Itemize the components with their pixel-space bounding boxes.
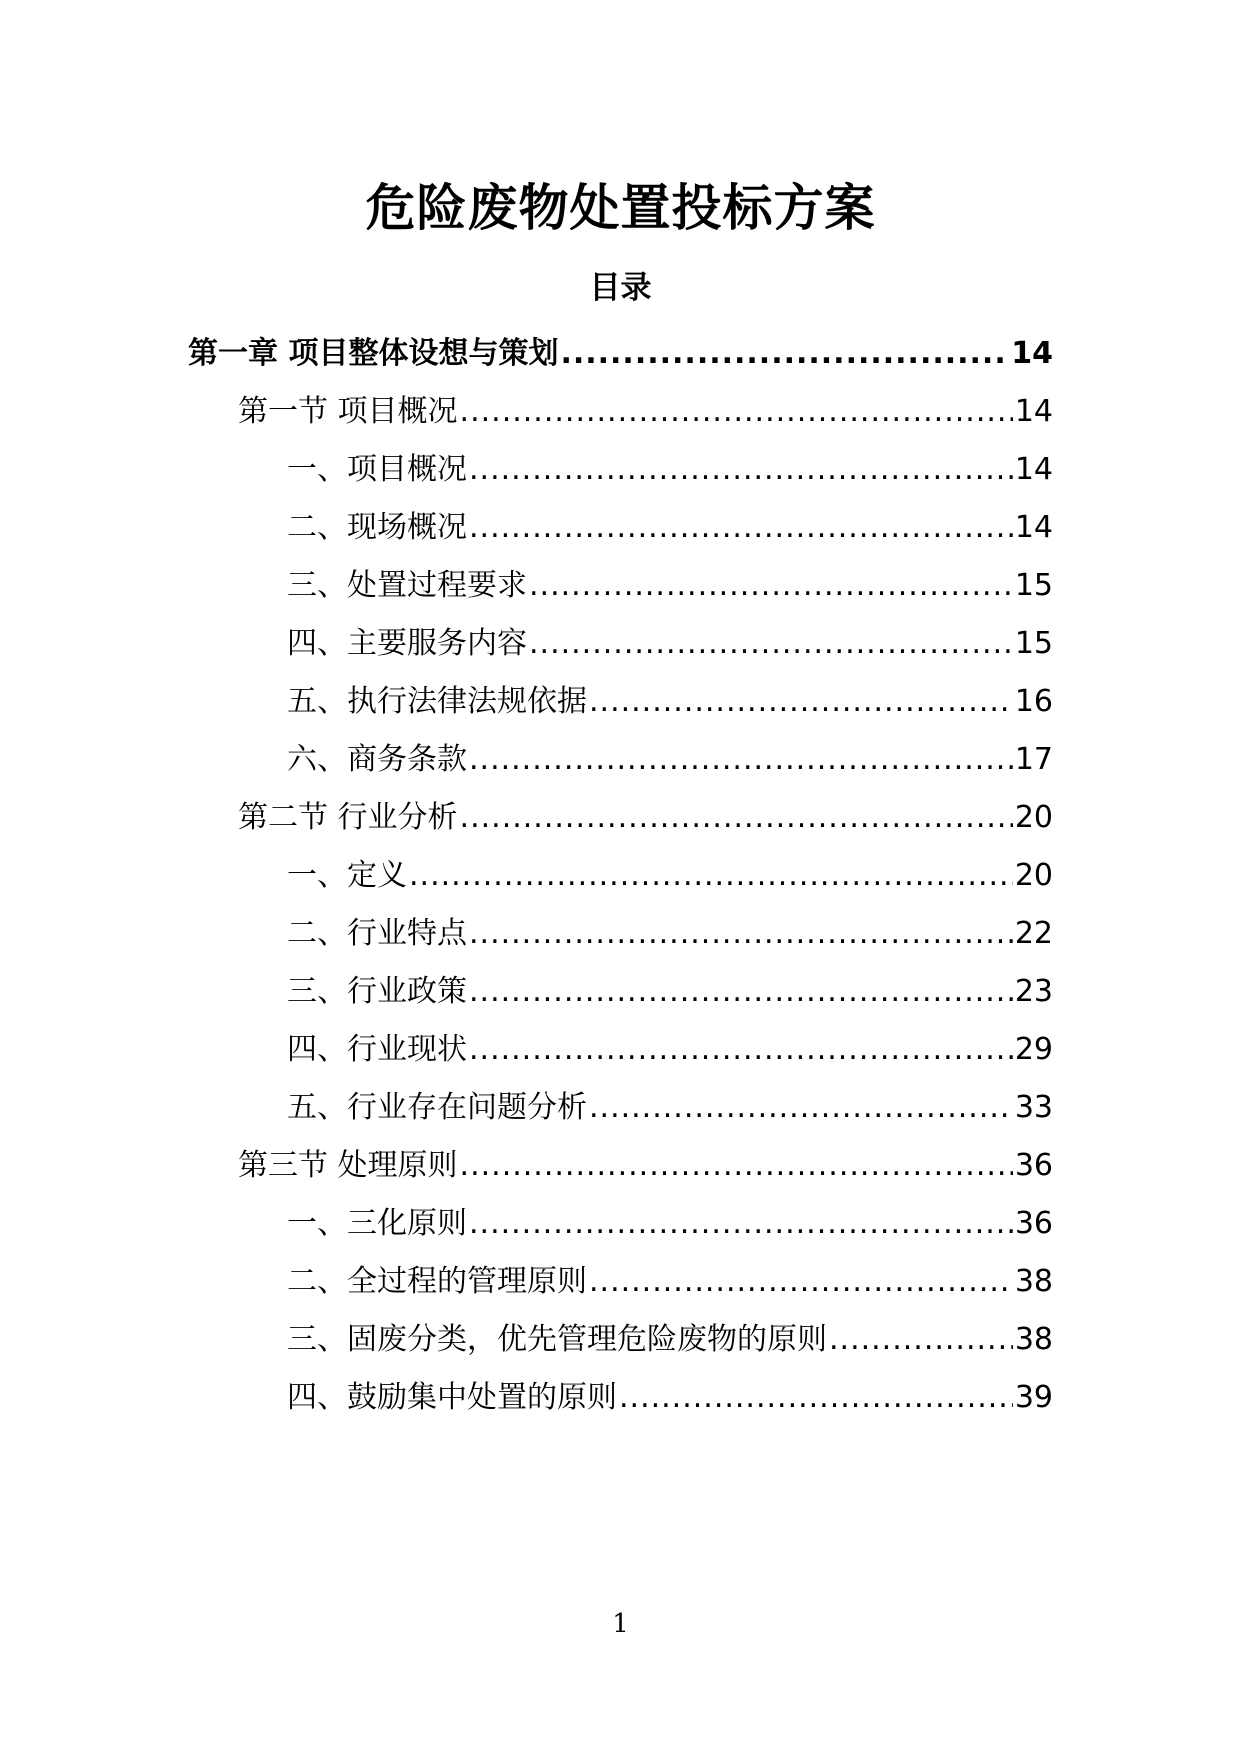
toc-entry-page: 33: [1014, 1090, 1053, 1125]
toc-entry-text: 一、三化原则: [287, 1206, 467, 1241]
toc-entry-page: 39: [1014, 1380, 1053, 1415]
toc-entry-text: 六、商务条款: [287, 742, 467, 777]
toc-entry-text: 四、主要服务内容: [287, 626, 527, 661]
toc-entry-page: 23: [1014, 974, 1053, 1009]
toc-entry-page: 20: [1014, 800, 1053, 835]
toc-entry-item[interactable]: [287, 1254, 1053, 1310]
toc-entry-text: 一、项目概况: [287, 452, 467, 487]
toc-entry-page: 14: [1014, 510, 1053, 545]
toc-dot-leader: [589, 1254, 1013, 1310]
toc-dot-leader: [469, 732, 1013, 788]
toc-entry-item[interactable]: [287, 558, 1053, 614]
toc-dot-leader: [829, 1312, 1013, 1368]
toc-entry-page: 22: [1014, 916, 1053, 951]
toc-entry-text: 三、处置过程要求: [287, 568, 527, 603]
toc-dot-leader: [469, 906, 1013, 962]
toc-entry-item[interactable]: [287, 500, 1053, 556]
toc-entry-item[interactable]: [287, 964, 1053, 1020]
toc-entry-item[interactable]: [287, 1312, 1053, 1368]
toc-entry-text: 第二节 行业分析: [238, 800, 458, 835]
toc-dot-leader: [460, 790, 1013, 846]
toc-dot-leader: [529, 558, 1013, 614]
toc-entry-page: 14: [1014, 452, 1053, 487]
toc-entry-item[interactable]: [287, 442, 1053, 498]
toc-entry-item[interactable]: [287, 1080, 1053, 1136]
toc-entry-page: 15: [1014, 626, 1053, 661]
toc-entry-text: 第一节 项目概况: [238, 394, 458, 429]
toc-entry-text: 三、固废分类，优先管理危险废物的原则: [287, 1322, 827, 1357]
toc-dot-leader: [529, 616, 1013, 672]
toc-entry-page: 14: [1011, 336, 1053, 371]
toc-entry-item[interactable]: [287, 1196, 1053, 1252]
toc-entry-chapter-1[interactable]: [188, 326, 1053, 382]
toc-dot-leader: [469, 500, 1013, 556]
toc-entry-text: 四、行业现状: [287, 1032, 467, 1067]
toc-dot-leader: [469, 964, 1013, 1020]
toc-entry-page: 38: [1014, 1264, 1053, 1299]
toc-entry-page: 17: [1014, 742, 1053, 777]
toc-entry-page: 36: [1014, 1206, 1053, 1241]
toc-entry-page: 15: [1014, 568, 1053, 603]
toc-entry-item[interactable]: [287, 732, 1053, 788]
toc-entry-text: 五、行业存在问题分析: [287, 1090, 587, 1125]
toc-heading: 目录: [589, 270, 652, 306]
toc-entry-page: 16: [1014, 684, 1053, 719]
toc-dot-leader: [589, 674, 1013, 730]
toc-entry-section-2[interactable]: [238, 790, 1053, 846]
toc-dot-leader: [460, 384, 1013, 440]
toc-dot-leader: [469, 442, 1013, 498]
toc-entry-page: 29: [1014, 1032, 1053, 1067]
toc-entry-text: 三、行业政策: [287, 974, 467, 1009]
toc-entry-page: 20: [1014, 858, 1053, 893]
toc-entry-item[interactable]: [287, 848, 1053, 904]
toc-entry-text: 四、鼓励集中处置的原则: [287, 1380, 617, 1415]
toc-entry-text: 第三节 处理原则: [238, 1148, 458, 1183]
toc-entry-page: 14: [1014, 394, 1053, 429]
document-title: 危险废物处置投标方案: [365, 179, 876, 237]
toc-entry-text: 二、现场概况: [287, 510, 467, 545]
toc-entry-text: 二、行业特点: [287, 916, 467, 951]
toc-entry-item[interactable]: [287, 674, 1053, 730]
toc-dot-leader: [460, 1138, 1013, 1194]
toc-dot-leader: [560, 326, 1009, 382]
toc-entry-item[interactable]: [287, 616, 1053, 672]
toc-entry-page: 38: [1014, 1322, 1053, 1357]
toc-entry-text: 一、定义: [287, 858, 407, 893]
toc-dot-leader: [469, 1196, 1013, 1252]
toc-dot-leader: [469, 1022, 1013, 1078]
toc-entry-page: 36: [1014, 1148, 1053, 1183]
toc-dot-leader: [589, 1080, 1013, 1136]
toc-entry-text: 五、执行法律法规依据: [287, 684, 587, 719]
toc-dot-leader: [619, 1370, 1013, 1426]
toc-entry-item[interactable]: [287, 1022, 1053, 1078]
toc-entry-item[interactable]: [287, 906, 1053, 962]
toc-dot-leader: [409, 848, 1013, 904]
page-number: 1: [612, 1609, 629, 1639]
toc-entry-text: 第一章 项目整体设想与策划: [188, 336, 559, 371]
toc-entry-text: 二、全过程的管理原则: [287, 1264, 587, 1299]
toc-entry-section-3[interactable]: [238, 1138, 1053, 1194]
toc-entry-item[interactable]: [287, 1370, 1053, 1426]
toc-entry-section-1[interactable]: [238, 384, 1053, 440]
